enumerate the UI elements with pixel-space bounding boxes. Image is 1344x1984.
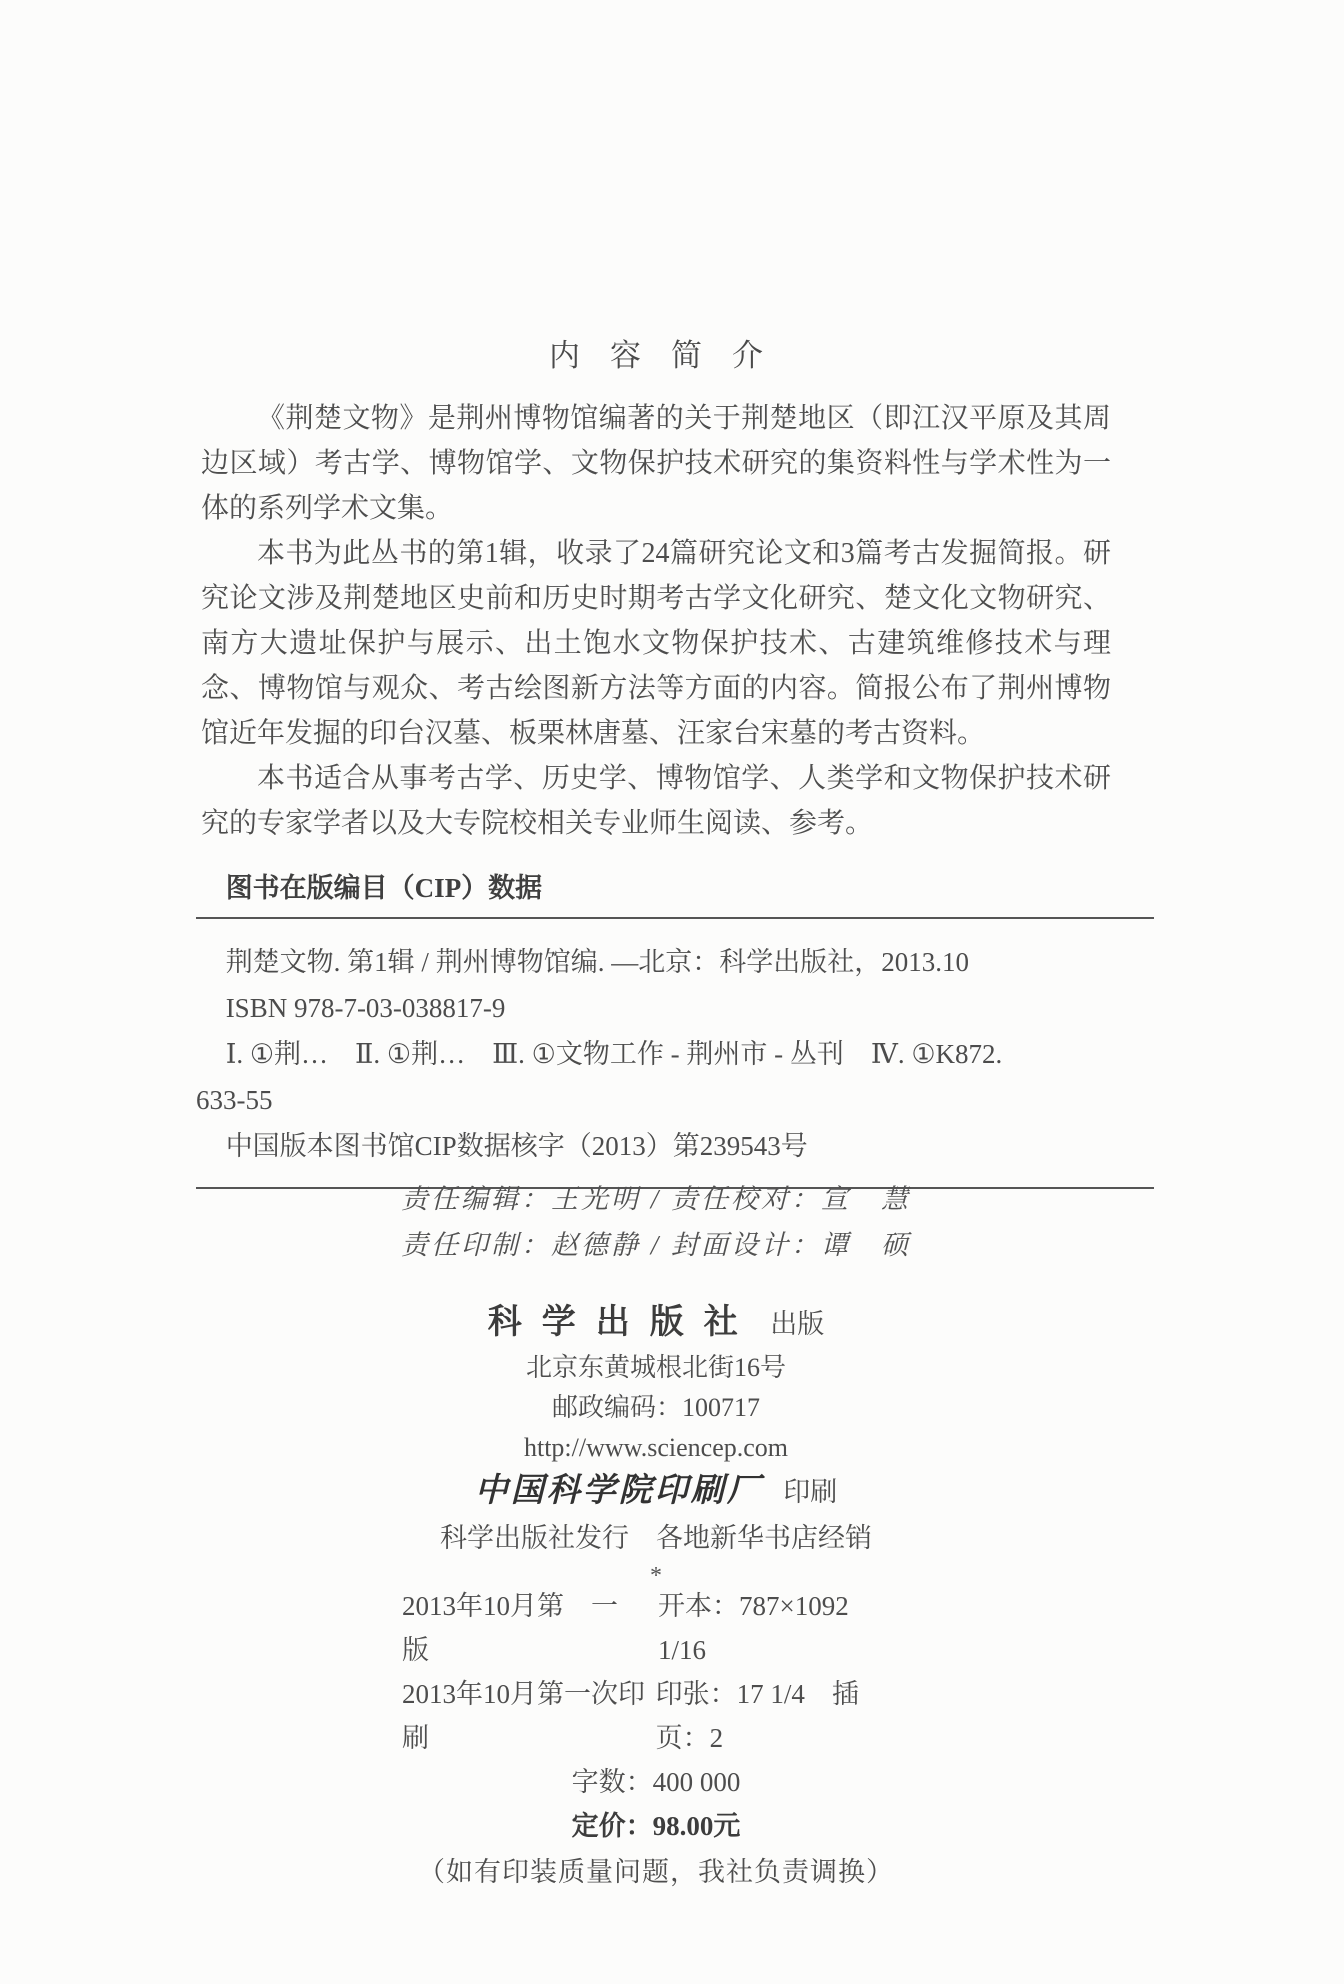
edition-rows [402, 1584, 910, 1760]
format-spec: 开本：787×1092 1/16 [658, 1591, 876, 1665]
summary-paragraph: 本书适合从事考古学、历史学、博物馆学、人类学和文物保护技术研究的专家学者以及大专院校相关专业师生阅读、参考。 [201, 763, 1111, 839]
cip-line-classification-cont: 633-55 [196, 1085, 273, 1115]
cip-line-registry: 中国版本图书馆CIP数据核字（2013）第239543号 [225, 1131, 808, 1161]
press-logo-line [200, 1300, 1112, 1348]
cip-block [196, 866, 1154, 1189]
edition-row-1 [402, 1584, 910, 1672]
press-postcode: 邮政编码：100717 [551, 1393, 760, 1422]
page-title: 内容简介 [549, 338, 793, 373]
staff-credits [200, 1176, 1112, 1268]
quality-note: （如有印装质量问题，我社负责调换） [418, 1857, 894, 1887]
edition-row-2 [402, 1672, 910, 1760]
content-summary [201, 396, 1111, 846]
press-address: 北京东黄城根北街16号 [525, 1353, 786, 1382]
press-website: http://www.sciencep.com [523, 1433, 789, 1462]
summary-paragraph: 《荆楚文物》是荆州博物馆编著的关于荆楚地区（即江汉平原及其周边区域）考古学、博物馆学、文物保护技术研究的集资料性与学术性为一体的系列学术文集。 [201, 403, 1111, 524]
summary-paragraph: 本书为此丛书的第1辑，收录了24篇研究论文和3篇考古发掘简报。研究论文涉及荆楚地区史前和历史时期考古学文化研究、楚文化文物研究、南方大遗址保护与展示、出土饱水文物保护技术、古建筑维修技术与理念、博物馆与观众、考古绘图新方法等方面的内容。简报公布了荆州博物馆近年发掘的印台汉墓、板栗林唐墓、汪家台宋墓的考古资料。 [201, 538, 1111, 749]
press-suffix: 出版 [770, 1309, 825, 1339]
printing-date: 2013年10月第一次印刷 [402, 1679, 645, 1753]
printer-suffix: 印刷 [783, 1477, 838, 1507]
staff-line-printing: 责任印制：赵德静 / 封面设计：谭 硕 [400, 1230, 911, 1260]
cip-line-isbn: ISBN 978-7-03-038817-9 [225, 993, 506, 1023]
divider-top [196, 917, 1154, 919]
science-press-logo: 科学出版社 [487, 1304, 758, 1341]
asterisk-separator: * [650, 1563, 662, 1589]
printer-logo-line [200, 1468, 1112, 1516]
edition-date: 2013年10月第 一 版 [402, 1591, 645, 1665]
price: 定价：98.00元 [571, 1811, 741, 1841]
word-count: 字数：400 000 [571, 1767, 741, 1797]
staff-line-editing: 责任编辑：王光明 / 责任校对：宣 慧 [400, 1184, 911, 1214]
edition-block [200, 1584, 1112, 1896]
distribution-line: 科学出版社发行 各地新华书店经销 [440, 1523, 872, 1553]
cip-header: 图书在版编目（CIP）数据 [225, 873, 543, 903]
cip-body [196, 939, 1154, 1169]
cip-line-title: 荆楚文物. 第1辑 / 荆州博物馆编. —北京：科学出版社，2013.10 [225, 947, 969, 977]
printer-logo: 中国科学院印刷厂 [474, 1473, 763, 1509]
cip-line-classification: Ⅰ. ①荆… Ⅱ. ①荆… Ⅲ. ①文物工作 - 荆州市 - 丛刊 Ⅳ. ①K872. [225, 1039, 1003, 1069]
publisher-block [200, 1300, 1112, 1592]
sheets-spec: 印张：17 1/4 插页：2 [655, 1679, 859, 1753]
